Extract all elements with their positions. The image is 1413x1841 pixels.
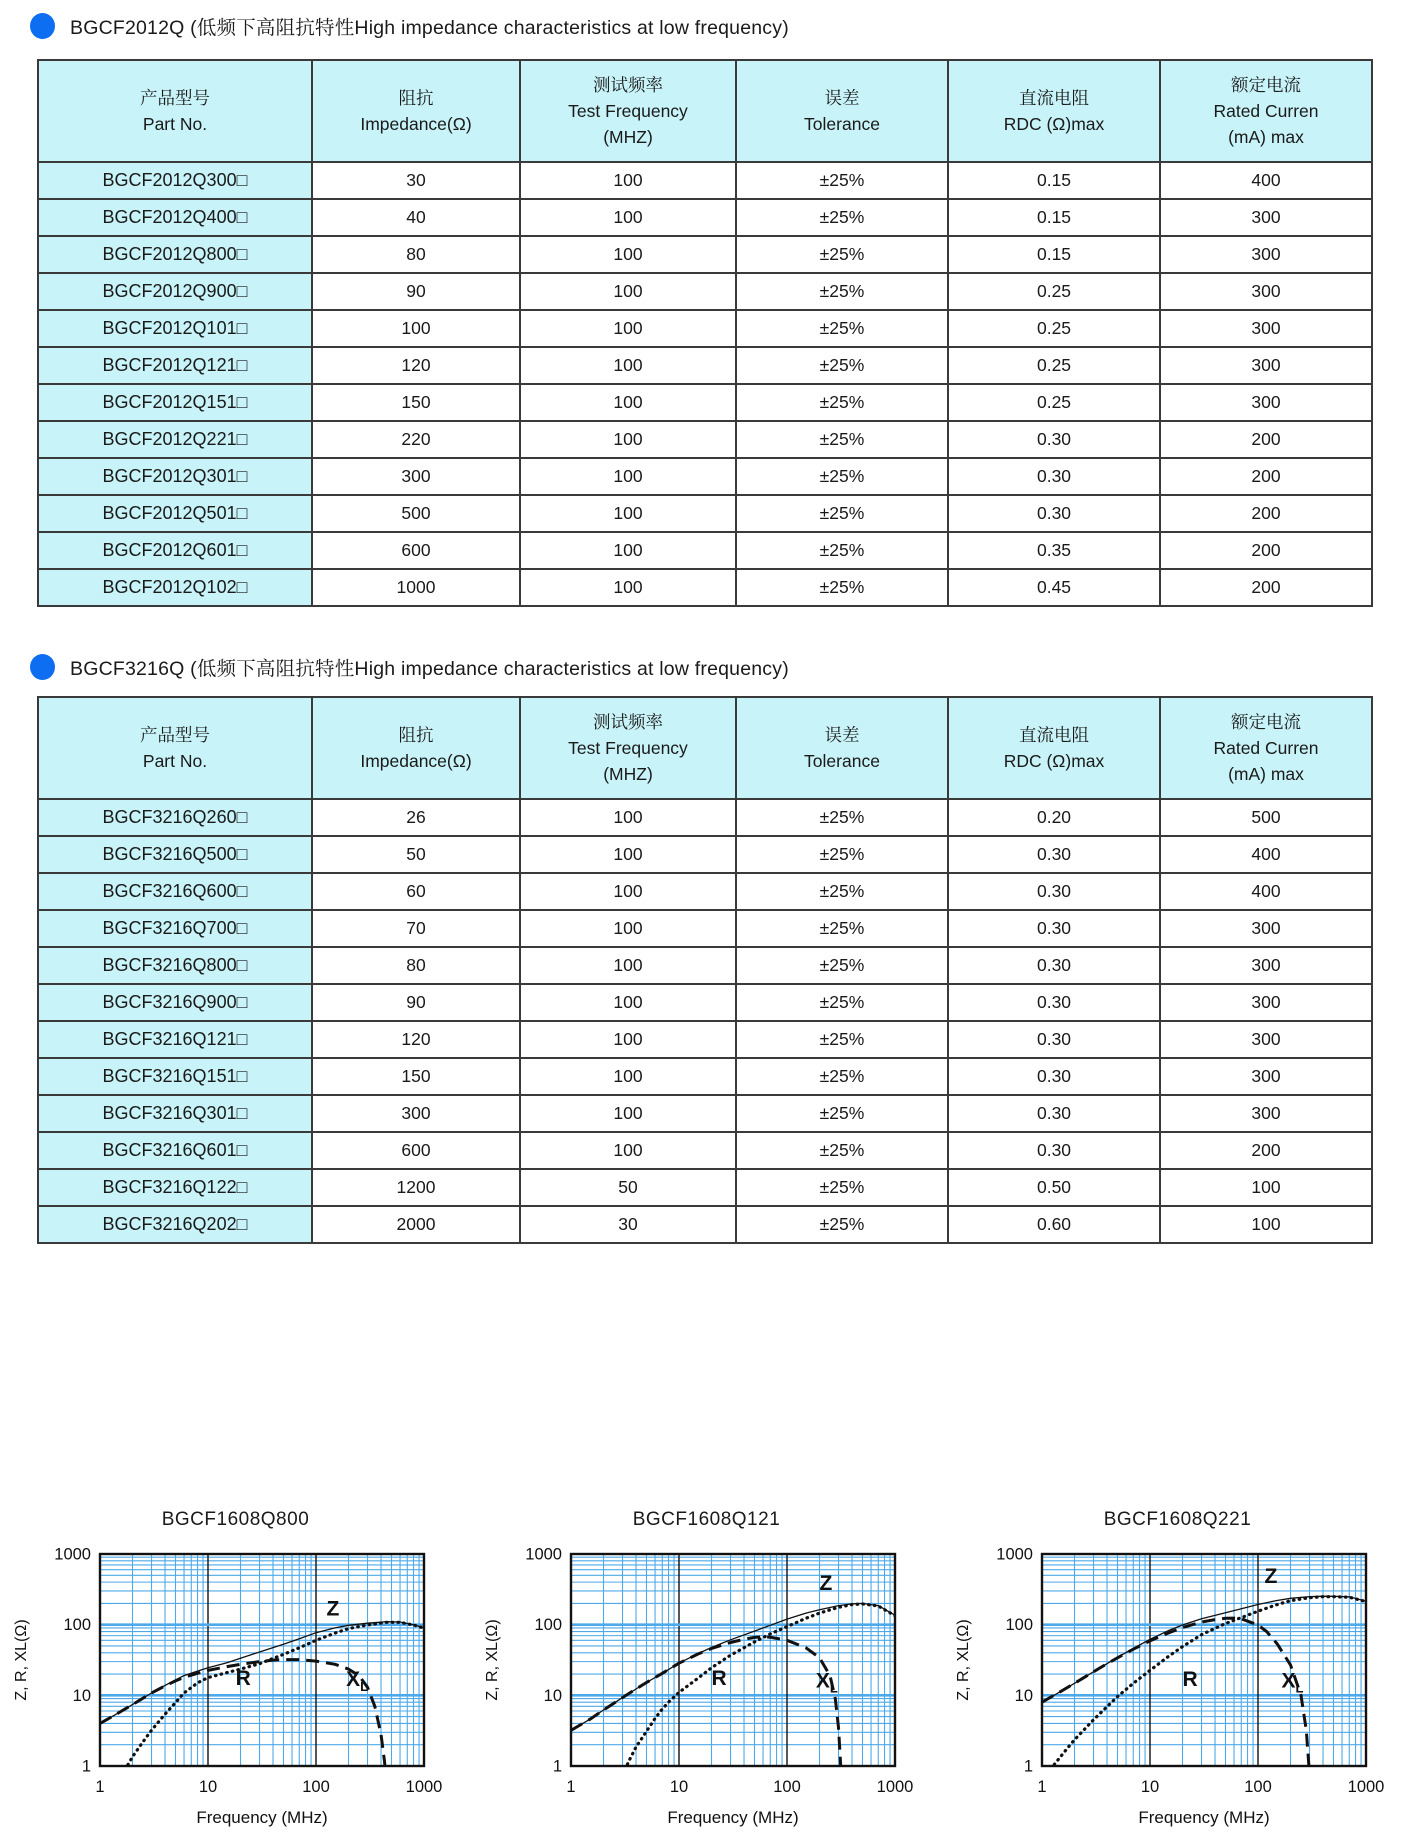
cell-value: 100	[520, 532, 736, 569]
cell-value: ±25%	[736, 873, 948, 910]
cell-value: 1200	[312, 1169, 520, 1206]
y-tick-label: 1	[552, 1757, 562, 1776]
cell-value: 400	[1160, 873, 1372, 910]
grid-lines	[1042, 1554, 1366, 1766]
curve-label-XL: $X_L$	[346, 1668, 369, 1695]
cell-value: 100	[520, 495, 736, 532]
column-header: 阻抗 Impedance(Ω)	[312, 697, 520, 799]
cell-value: ±25%	[736, 1169, 948, 1206]
cell-value: 100	[520, 310, 736, 347]
cell-value: 400	[1160, 836, 1372, 873]
cell-value: 0.30	[948, 458, 1160, 495]
y-tick-label: 1	[81, 1757, 91, 1776]
chart-bgcf1608q121	[471, 1508, 942, 1834]
cell-value: ±25%	[736, 799, 948, 836]
cell-value: 60	[312, 873, 520, 910]
cell-value: 100	[520, 421, 736, 458]
cell-value: ±25%	[736, 1206, 948, 1243]
table-row	[38, 458, 1372, 495]
cell-value: 80	[312, 236, 520, 273]
cell-value: 0.20	[948, 799, 1160, 836]
table-row	[38, 347, 1372, 384]
column-header: 额定电流 Rated Curren (mA) max	[1160, 697, 1372, 799]
cell-value: 100	[520, 984, 736, 1021]
cell-value: ±25%	[736, 310, 948, 347]
bullet-icon	[30, 13, 55, 39]
table-row	[38, 1169, 1372, 1206]
cell-value: 0.30	[948, 1132, 1160, 1169]
cell-value: 100	[520, 1021, 736, 1058]
column-header: 测试频率 Test Frequency (MHZ)	[520, 697, 736, 799]
x-tick-label: 100	[302, 1778, 330, 1796]
cell-value: ±25%	[736, 458, 948, 495]
cell-value: 50	[312, 836, 520, 873]
cell-part-no: BGCF2012Q151□	[38, 384, 312, 421]
cell-value: ±25%	[736, 1021, 948, 1058]
bullet-icon	[30, 654, 55, 680]
cell-part-no: BGCF2012Q601□	[38, 532, 312, 569]
table-row	[38, 495, 1372, 532]
curve-label-Z: Z	[819, 1571, 833, 1595]
cell-value: 300	[1160, 384, 1372, 421]
y-tick-label: 100	[534, 1616, 562, 1635]
cell-part-no: BGCF3216Q151□	[38, 1058, 312, 1095]
y-tick-label: 100	[1005, 1616, 1033, 1635]
y-tick-label: 1000	[525, 1545, 562, 1564]
cell-value: 90	[312, 984, 520, 1021]
cell-value: 300	[1160, 1058, 1372, 1095]
cell-value: 0.30	[948, 910, 1160, 947]
cell-value: 0.15	[948, 236, 1160, 273]
cell-value: 1000	[312, 569, 520, 606]
cell-value: ±25%	[736, 1095, 948, 1132]
cell-value: 90	[312, 273, 520, 310]
section-header-bgcf2012q	[30, 0, 1413, 39]
table-row	[38, 836, 1372, 873]
table-row	[38, 1095, 1372, 1132]
cell-part-no: BGCF3216Q500□	[38, 836, 312, 873]
cell-part-no: BGCF2012Q101□	[38, 310, 312, 347]
cell-value: ±25%	[736, 236, 948, 273]
cell-part-no: BGCF3216Q800□	[38, 947, 312, 984]
table-row	[38, 1206, 1372, 1243]
cell-value: ±25%	[736, 273, 948, 310]
y-axis-title: Z, R, XL(Ω)	[484, 1619, 501, 1701]
curve-label-Z: Z	[1264, 1564, 1278, 1588]
cell-part-no: BGCF2012Q300□	[38, 162, 312, 199]
cell-part-no: BGCF2012Q121□	[38, 347, 312, 384]
cell-value: 100	[520, 947, 736, 984]
cell-value: 0.25	[948, 384, 1160, 421]
cell-value: 0.25	[948, 310, 1160, 347]
cell-value: 0.30	[948, 1095, 1160, 1132]
column-header: 阻抗 Impedance(Ω)	[312, 60, 520, 162]
cell-value: ±25%	[736, 1058, 948, 1095]
cell-value: 100	[520, 799, 736, 836]
cell-value: 0.30	[948, 836, 1160, 873]
cell-part-no: BGCF3216Q600□	[38, 873, 312, 910]
cell-value: 100	[520, 199, 736, 236]
cell-part-no: BGCF3216Q260□	[38, 799, 312, 836]
y-axis-title: Z, R, XL(Ω)	[13, 1619, 30, 1701]
cell-part-no: BGCF3216Q121□	[38, 1021, 312, 1058]
column-header: 误差 Tolerance	[736, 697, 948, 799]
cell-value: 600	[312, 532, 520, 569]
cell-part-no: BGCF3216Q301□	[38, 1095, 312, 1132]
table-row	[38, 1058, 1372, 1095]
cell-value: 150	[312, 1058, 520, 1095]
cell-value: 80	[312, 947, 520, 984]
chart-title: BGCF1608Q221	[1103, 1509, 1252, 1530]
section-title: BGCF2012Q (低频下高阻抗特性High impedance characteristics at low frequency)	[70, 16, 789, 39]
curve-label-R: R	[235, 1667, 251, 1691]
y-tick-label: 1000	[996, 1545, 1033, 1564]
table-row	[38, 384, 1372, 421]
x-tick-label: 10	[669, 1778, 689, 1796]
cell-value: 100	[520, 873, 736, 910]
x-tick-label: 100	[1244, 1778, 1272, 1796]
curve-label-Z: Z	[326, 1597, 340, 1621]
x-tick-label: 1	[1037, 1778, 1047, 1796]
y-tick-label: 1000	[54, 1545, 91, 1564]
cell-part-no: BGCF2012Q800□	[38, 236, 312, 273]
cell-value: 120	[312, 1021, 520, 1058]
curve-label-XL: $X_L$	[815, 1669, 838, 1696]
cell-value: 0.30	[948, 1021, 1160, 1058]
y-tick-label: 10	[1014, 1686, 1033, 1705]
cell-value: 100	[520, 910, 736, 947]
cell-value: 100	[1160, 1169, 1372, 1206]
impedance-chart-svg	[942, 1534, 1413, 1834]
cell-value: ±25%	[736, 347, 948, 384]
cell-value: 200	[1160, 495, 1372, 532]
cell-value: ±25%	[736, 984, 948, 1021]
x-tick-label: 10	[1140, 1778, 1160, 1796]
table-row	[38, 236, 1372, 273]
cell-part-no: BGCF2012Q400□	[38, 199, 312, 236]
table-row	[38, 799, 1372, 836]
cell-value: 300	[1160, 347, 1372, 384]
cell-value: 600	[312, 1132, 520, 1169]
column-header: 产品型号 Part No.	[38, 60, 312, 162]
table-row	[38, 947, 1372, 984]
cell-value: 100	[520, 273, 736, 310]
cell-value: 0.50	[948, 1169, 1160, 1206]
cell-value: 300	[312, 1095, 520, 1132]
table-row	[38, 1132, 1372, 1169]
cell-value: 100	[520, 236, 736, 273]
column-header: 产品型号 Part No.	[38, 697, 312, 799]
chart-bgcf1608q800	[0, 1508, 471, 1834]
column-header: 误差 Tolerance	[736, 60, 948, 162]
cell-value: ±25%	[736, 199, 948, 236]
cell-value: 0.30	[948, 984, 1160, 1021]
cell-value: 300	[312, 458, 520, 495]
cell-value: ±25%	[736, 910, 948, 947]
cell-value: 100	[520, 384, 736, 421]
cell-value: 100	[520, 347, 736, 384]
grid-lines	[571, 1554, 895, 1766]
impedance-chart-svg	[471, 1534, 942, 1834]
cell-value: 100	[520, 1132, 736, 1169]
cell-value: 30	[312, 162, 520, 199]
spec-table-bgcf2012q	[37, 59, 1373, 607]
x-tick-label: 1	[95, 1778, 105, 1796]
cell-part-no: BGCF2012Q501□	[38, 495, 312, 532]
cell-value: 400	[1160, 162, 1372, 199]
cell-part-no: BGCF2012Q900□	[38, 273, 312, 310]
cell-value: 26	[312, 799, 520, 836]
spec-table-bgcf3216q	[37, 696, 1373, 1244]
x-tick-label: 100	[773, 1778, 801, 1796]
cell-value: 0.45	[948, 569, 1160, 606]
y-tick-label: 100	[63, 1616, 91, 1635]
cell-value: 2000	[312, 1206, 520, 1243]
y-tick-label: 1	[1023, 1757, 1033, 1776]
cell-value: ±25%	[736, 1132, 948, 1169]
chart-title: BGCF1608Q121	[632, 1509, 781, 1530]
cell-value: ±25%	[736, 532, 948, 569]
cell-part-no: BGCF3216Q700□	[38, 910, 312, 947]
table-row	[38, 421, 1372, 458]
cell-value: 0.35	[948, 532, 1160, 569]
x-tick-label: 1000	[876, 1778, 914, 1796]
impedance-chart-svg	[0, 1534, 471, 1834]
cell-value: 200	[1160, 569, 1372, 606]
table-row	[38, 910, 1372, 947]
cell-value: 0.25	[948, 347, 1160, 384]
table-row	[38, 162, 1372, 199]
cell-value: 40	[312, 199, 520, 236]
cell-value: 300	[1160, 236, 1372, 273]
column-header: 直流电阻 RDC (Ω)max	[948, 697, 1160, 799]
cell-value: 0.30	[948, 947, 1160, 984]
x-axis-title: Frequency (MHz)	[667, 1808, 799, 1827]
x-axis-title: Frequency (MHz)	[196, 1808, 328, 1827]
cell-value: 0.15	[948, 162, 1160, 199]
cell-value: 0.30	[948, 421, 1160, 458]
cell-value: 100	[520, 458, 736, 495]
table-row	[38, 873, 1372, 910]
cell-value: 300	[1160, 310, 1372, 347]
cell-part-no: BGCF2012Q221□	[38, 421, 312, 458]
column-header: 额定电流 Rated Curren (mA) max	[1160, 60, 1372, 162]
cell-value: ±25%	[736, 384, 948, 421]
cell-value: 100	[520, 836, 736, 873]
cell-value: 200	[1160, 458, 1372, 495]
cell-value: 200	[1160, 421, 1372, 458]
cell-value: 300	[1160, 910, 1372, 947]
x-axis-title: Frequency (MHz)	[1138, 1808, 1270, 1827]
cell-value: 200	[1160, 1132, 1372, 1169]
table-row	[38, 532, 1372, 569]
column-header: 测试频率 Test Frequency (MHZ)	[520, 60, 736, 162]
cell-value: 200	[1160, 532, 1372, 569]
cell-value: 100	[1160, 1206, 1372, 1243]
cell-value: 500	[1160, 799, 1372, 836]
curve-label-R: R	[1182, 1668, 1198, 1692]
cell-value: ±25%	[736, 947, 948, 984]
cell-value: 100	[520, 1058, 736, 1095]
cell-value: 100	[520, 1095, 736, 1132]
cell-value: 500	[312, 495, 520, 532]
impedance-charts-row	[0, 1508, 1413, 1834]
cell-value: 300	[1160, 1021, 1372, 1058]
cell-value: 300	[1160, 984, 1372, 1021]
cell-value: ±25%	[736, 495, 948, 532]
cell-part-no: BGCF3216Q601□	[38, 1132, 312, 1169]
cell-value: 0.25	[948, 273, 1160, 310]
cell-value: 300	[1160, 199, 1372, 236]
y-axis-title: Z, R, XL(Ω)	[955, 1619, 972, 1701]
table-row	[38, 569, 1372, 606]
cell-value: 300	[1160, 1095, 1372, 1132]
cell-value: 0.15	[948, 199, 1160, 236]
table-row	[38, 984, 1372, 1021]
chart-bgcf1608q221	[942, 1508, 1413, 1834]
cell-value: ±25%	[736, 421, 948, 458]
cell-value: ±25%	[736, 569, 948, 606]
cell-value: 50	[520, 1169, 736, 1206]
cell-value: 70	[312, 910, 520, 947]
column-header: 直流电阻 RDC (Ω)max	[948, 60, 1160, 162]
cell-value: 0.30	[948, 495, 1160, 532]
cell-value: 300	[1160, 947, 1372, 984]
cell-part-no: BGCF3216Q202□	[38, 1206, 312, 1243]
cell-value: 120	[312, 347, 520, 384]
curve-label-XL: $X_L$	[1281, 1669, 1304, 1696]
cell-part-no: BGCF2012Q102□	[38, 569, 312, 606]
y-tick-label: 10	[72, 1686, 91, 1705]
cell-value: ±25%	[736, 836, 948, 873]
cell-value: 0.60	[948, 1206, 1160, 1243]
cell-value: 30	[520, 1206, 736, 1243]
cell-value: 100	[520, 569, 736, 606]
cell-value: 100	[312, 310, 520, 347]
cell-part-no: BGCF2012Q301□	[38, 458, 312, 495]
x-tick-label: 1000	[405, 1778, 443, 1796]
cell-value: 300	[1160, 273, 1372, 310]
section-header-bgcf3216q	[30, 653, 1413, 680]
x-tick-label: 1000	[1347, 1778, 1385, 1796]
cell-part-no: BGCF3216Q900□	[38, 984, 312, 1021]
section-title: BGCF3216Q (低频下高阻抗特性High impedance characteristics at low frequency)	[70, 657, 789, 680]
x-tick-label: 10	[198, 1778, 218, 1796]
header-row	[38, 60, 1372, 162]
cell-part-no: BGCF3216Q122□	[38, 1169, 312, 1206]
cell-value: 0.30	[948, 873, 1160, 910]
y-tick-label: 10	[543, 1686, 562, 1705]
cell-value: 100	[520, 162, 736, 199]
table-row	[38, 310, 1372, 347]
cell-value: 150	[312, 384, 520, 421]
header-row	[38, 697, 1372, 799]
cell-value: 0.30	[948, 1058, 1160, 1095]
cell-value: 220	[312, 421, 520, 458]
x-tick-label: 1	[566, 1778, 576, 1796]
cell-value: ±25%	[736, 162, 948, 199]
table-row	[38, 1021, 1372, 1058]
table-row	[38, 199, 1372, 236]
table-row	[38, 273, 1372, 310]
curve-label-R: R	[711, 1667, 727, 1691]
chart-title: BGCF1608Q800	[161, 1509, 310, 1530]
